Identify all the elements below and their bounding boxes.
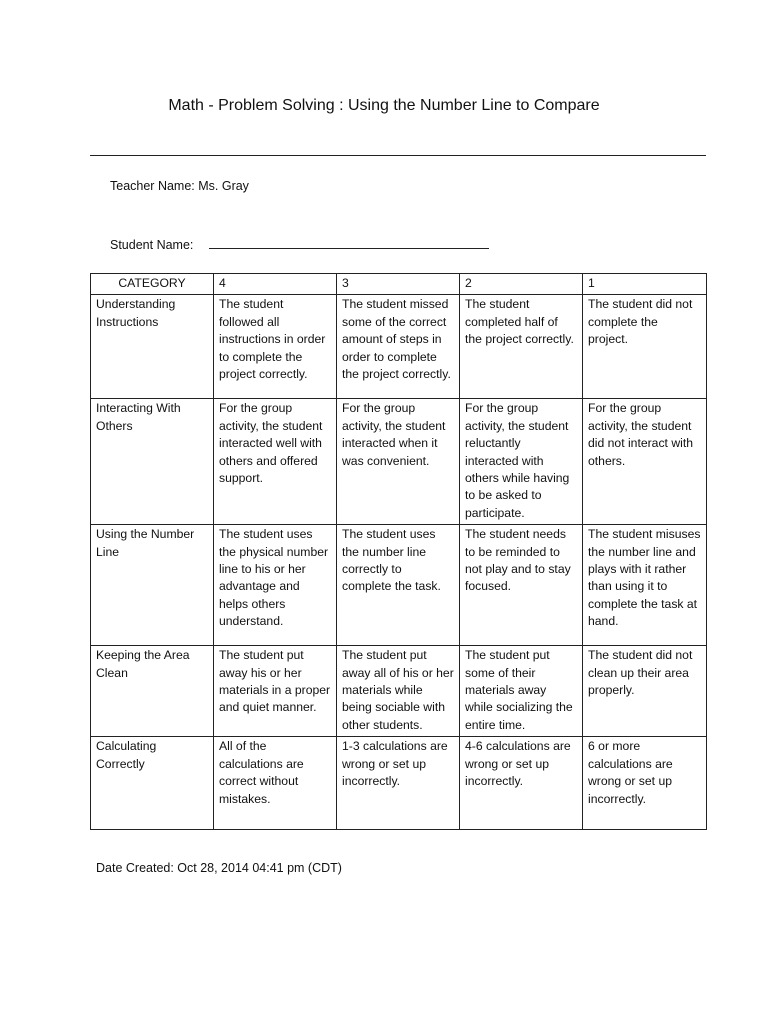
table-cell: 4-6 calculations are wrong or set up incorrectly. (460, 737, 583, 830)
table-cell: The student did not complete the project. (583, 295, 707, 399)
student-name-blank (209, 236, 489, 249)
table-cell: All of the calculations are correct without mistakes. (214, 737, 337, 830)
table-row (91, 646, 707, 737)
header-score-1: 1 (583, 274, 707, 295)
table-cell: The student misuses the number line and plays with it rather than using it to complete the task at hand. (583, 525, 707, 646)
table-cell: For the group activity, the student interacted when it was convenient. (337, 399, 460, 525)
title-divider (90, 155, 706, 156)
category-cell: Keeping the Area Clean (91, 646, 214, 737)
table-cell: The student needs to be reminded to not play and to stay focused. (460, 525, 583, 646)
rubric-table (90, 273, 707, 830)
header-score-3: 3 (337, 274, 460, 295)
header-score-2: 2 (460, 274, 583, 295)
header-score-4: 4 (214, 274, 337, 295)
table-row (91, 399, 707, 525)
document-title: Math - Problem Solving : Using the Number Line to Compare (168, 97, 600, 114)
table-row (91, 295, 707, 399)
table-cell: The student missed some of the correct amount of steps in order to complete the project correctly. (337, 295, 460, 399)
student-name-label: Student Name: (110, 238, 194, 252)
table-cell: For the group activity, the student did not interact with others. (583, 399, 707, 525)
header-row (91, 274, 707, 295)
date-created: Date Created: Oct 28, 2014 04:41 pm (CDT) (96, 861, 342, 875)
table-cell: 1-3 calculations are wrong or set up incorrectly. (337, 737, 460, 830)
category-cell: Calculating Correctly (91, 737, 214, 830)
category-cell: Interacting With Others (91, 399, 214, 525)
header-category: CATEGORY (91, 274, 214, 295)
table-cell: 6 or more calculations are wrong or set up incorrectly. (583, 737, 707, 830)
teacher-name: Teacher Name: Ms. Gray (110, 179, 249, 193)
category-cell: Understanding Instructions (91, 295, 214, 399)
table-row (91, 525, 707, 646)
student-name-row (110, 236, 489, 253)
table-cell: The student uses the number line correctly to complete the task. (337, 525, 460, 646)
category-cell: Using the Number Line (91, 525, 214, 646)
table-cell: The student put away all of his or her materials while being sociable with other students. (337, 646, 460, 737)
table-cell: The student uses the physical number line to his or her advantage and helps others understand. (214, 525, 337, 646)
table-cell: The student put away his or her materials in a proper and quiet manner. (214, 646, 337, 737)
table-cell: The student did not clean up their area properly. (583, 646, 707, 737)
table-cell: For the group activity, the student reluctantly interacted with others while having to be asked to participate. (460, 399, 583, 525)
table-cell: The student put some of their materials away while socializing the entire time. (460, 646, 583, 737)
table-cell: For the group activity, the student interacted well with others and offered support. (214, 399, 337, 525)
table-cell: The student followed all instructions in order to complete the project correctly. (214, 295, 337, 399)
table-cell: The student completed half of the project correctly. (460, 295, 583, 399)
table-row (91, 737, 707, 830)
